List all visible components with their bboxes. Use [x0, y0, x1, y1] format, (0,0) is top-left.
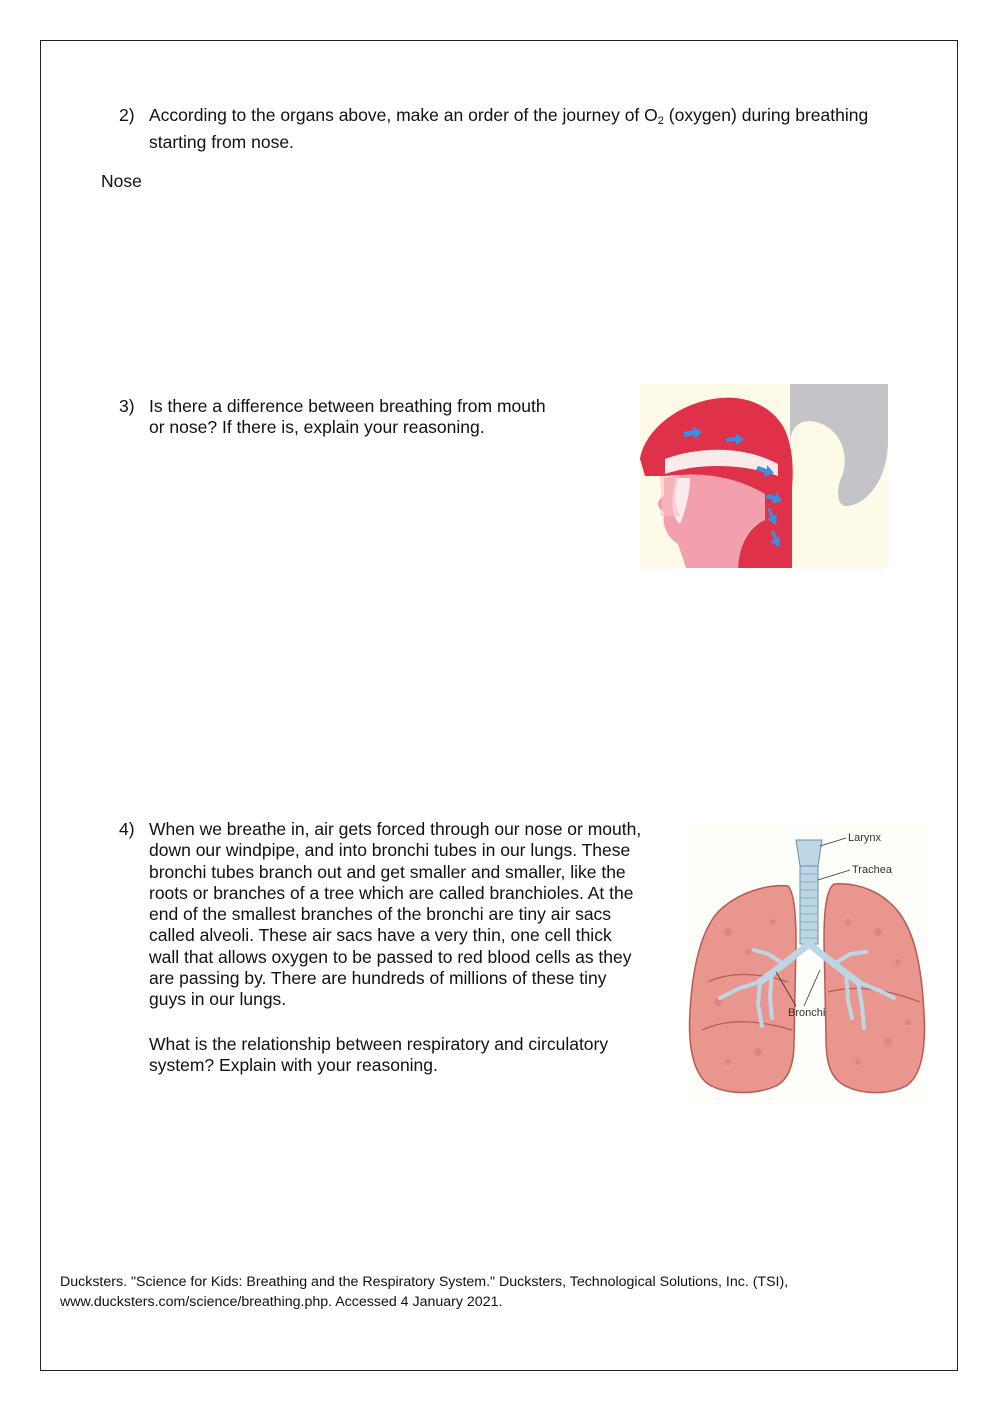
passage-line: roots or branches of a tree which are called branchioles. At the: [149, 882, 634, 903]
question-text-line1: What is the relationship between respiratory and circulatory: [149, 1033, 609, 1054]
question-text: According to the organs above, make an order of the journey of O: [149, 105, 658, 125]
citation-line2: www.ducksters.com/science/breathing.php. Accessed 4 January 2021.: [60, 1293, 503, 1310]
passage-line: guys in our lungs.: [149, 989, 287, 1010]
question-text-line2: starting from nose.: [149, 132, 294, 153]
passage-line: When we breathe in, air gets forced through our nose or mouth,: [149, 819, 642, 839]
lungs-diagram: [688, 822, 928, 1102]
trachea: [800, 866, 818, 944]
question-number: 4): [119, 819, 135, 839]
airway-diagram: [640, 384, 888, 568]
subscript: 2: [657, 115, 664, 127]
larynx-label: Larynx: [848, 832, 882, 844]
question-number: 3): [119, 396, 135, 416]
question-text-line1: Is there a difference between breathing from mouth: [149, 396, 546, 416]
citation-line1: Ducksters. "Science for Kids: Breathing and the Respiratory System." Ducksters, Technological Solutions, Inc. (TSI),: [60, 1274, 789, 1290]
larynx: [796, 840, 822, 866]
citation: [60, 1273, 920, 1312]
trachea-label: Trachea: [852, 864, 892, 876]
passage-line: bronchi tubes branch out and get smaller and smaller, like the: [149, 861, 626, 882]
passage-line: down our windpipe, and into bronchi tubes in our lungs. These: [149, 840, 631, 861]
bronchi-label: Bronchi: [788, 1007, 826, 1019]
answer-start-label: Nose: [101, 171, 142, 191]
passage-line: end of the smallest branches of the bronchi are tiny air sacs: [149, 904, 612, 925]
question-text-line2: or nose? If there is, explain your reasoning.: [149, 417, 485, 438]
passage-line: called alveoli. These air sacs have a very thin, one cell thick: [149, 925, 612, 946]
page-frame: [40, 40, 958, 1371]
passage-line: are passing by. There are hundreds of millions of these tiny: [149, 968, 607, 989]
question-number: 2): [119, 105, 135, 125]
passage-line: wall that allows oxygen to be passed to red blood cells as they: [149, 946, 632, 967]
question-text-cont: (oxygen) during breathing: [663, 105, 869, 125]
question-text-line2: system? Explain with your reasoning.: [149, 1054, 438, 1075]
